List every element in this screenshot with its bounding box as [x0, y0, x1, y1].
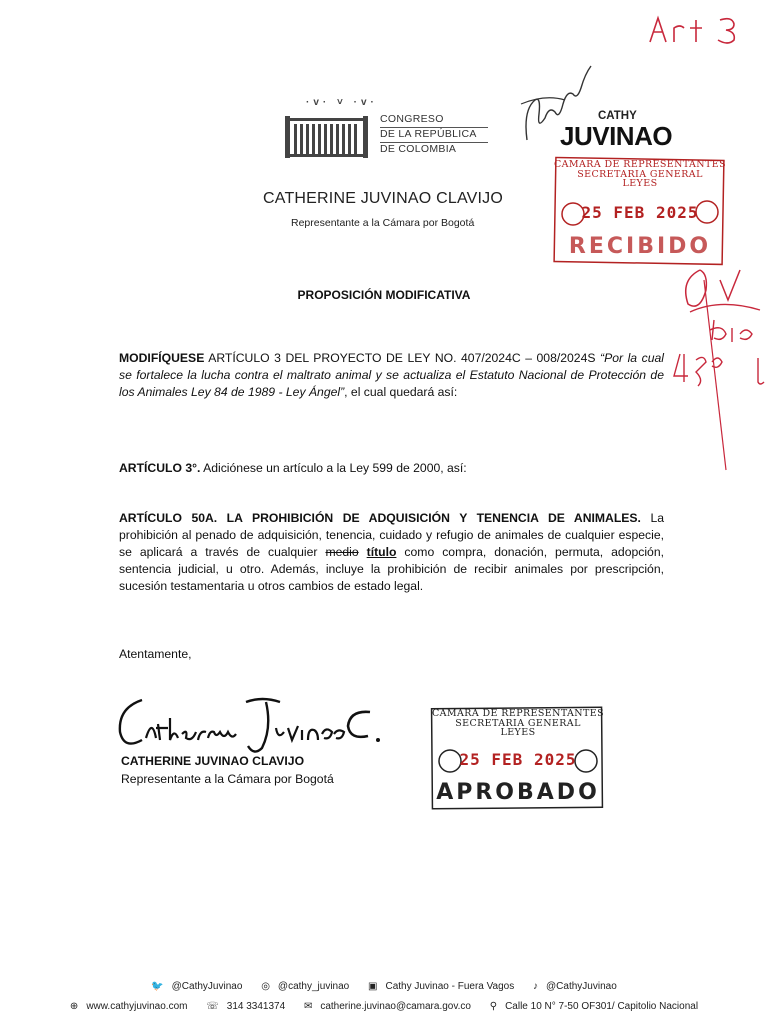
stamp-line-1: CAMARA DE REPRESENTANTES	[553, 159, 726, 170]
footer-instagram[interactable]	[257, 981, 353, 992]
art50-text-1: La prohibición al penado de adquisición, tenencia, cuidado y refugio de animales de cualquier especie, se aplicará a través de cualquier	[119, 511, 665, 559]
location-icon: ⚲	[489, 1001, 498, 1012]
stamp-line-2: SECRETARIA GENERAL	[577, 169, 703, 180]
logo-line-2: DE LA REPÚBLICA	[380, 128, 488, 143]
signature-image	[112, 688, 387, 760]
facebook-handle: Cathy Juvinao - Fuera Vagos	[385, 981, 515, 992]
art50-text-2: como compra, donación, permuta, adopción, sentencia judicial, u otro. Además, incluye la prohibición de recibir animales por prescripción, sucesión testamentaria u otros cambios de estado legal.	[119, 545, 664, 593]
intro-italic: “Por la cual se fortalece la lucha contra el maltrato animal y se actualiza el Estatuto Nacional de Protección de los Animales Ley 84 de 1989 - Ley Ángel”	[119, 351, 664, 399]
intro-text: ARTÍCULO 3 DEL PROYECTO DE LEY NO. 407/2024C – 008/2024S	[204, 351, 601, 365]
stamp-line-2: SECRETARIA GENERAL	[455, 718, 581, 729]
brand-large: JUVINAO	[560, 121, 673, 151]
website-text: www.cathyjuvinao.com	[86, 1001, 188, 1012]
tiktok-icon: ♪	[533, 981, 539, 992]
closing-text: Atentamente,	[119, 647, 192, 661]
article-label: ARTÍCULO 3°.	[119, 461, 201, 475]
intro-tail: , el cual quedará así:	[344, 385, 458, 399]
footer-phone[interactable]	[202, 1001, 289, 1012]
art50-title: ARTÍCULO 50A. LA PROHIBICIÓN DE ADQUISICIÓN Y TENENCIA DE ANIMALES.	[119, 511, 641, 525]
document-heading: PROPOSICIÓN MODIFICATIVA	[297, 288, 471, 302]
stamp-word: RECIBIDO	[568, 234, 712, 259]
article-text: Adiciónese un artículo a la Ley 599 de 2000, así:	[200, 461, 467, 475]
brand-small: CATHY	[598, 110, 637, 122]
instagram-handle: @cathy_juvinao	[277, 981, 350, 992]
footer-email[interactable]	[300, 1001, 475, 1012]
representative-title: Representante a la Cámara por Bogotá	[291, 217, 475, 229]
tiktok-handle: @CathyJuvinao	[546, 981, 617, 992]
art50-struck-word: medio	[325, 545, 359, 559]
logo-line-3: DE COLOMBIA	[380, 143, 457, 155]
signer-title: Representante a la Cámara por Bogotá	[121, 772, 334, 786]
email-text: catherine.juvinao@camara.gov.co	[320, 1001, 471, 1012]
stamp-date: 25 FEB 2025	[459, 750, 577, 769]
congress-logo-icon	[285, 112, 373, 162]
facebook-icon: ▣	[368, 981, 378, 992]
stamp-line-1: CAMARA DE REPRESENTANTES	[431, 708, 604, 719]
article-3-paragraph	[119, 460, 664, 477]
article-50a-paragraph	[119, 510, 664, 595]
footer-contact	[0, 1001, 768, 1012]
email-icon: ✉	[303, 1001, 313, 1012]
footer-website[interactable]	[66, 1001, 192, 1012]
handwritten-art-note	[640, 8, 750, 48]
signer-name: CATHERINE JUVINAO CLAVIJO	[121, 754, 305, 768]
instagram-icon: ◎	[261, 981, 270, 992]
approved-stamp	[430, 705, 606, 811]
footer-social	[0, 981, 768, 992]
art50-underlined-word: título	[366, 545, 397, 559]
phone-text: 314 3341374	[226, 1001, 286, 1012]
twitter-handle: @CathyJuvinao	[171, 981, 243, 992]
logo-line-1: CONGRESO	[380, 113, 488, 128]
logo-stars: ·v· ˅ ·v·	[306, 97, 378, 108]
margin-handwriting	[660, 250, 768, 480]
stamp-line-3: LEYES	[622, 178, 658, 189]
congress-logo-text	[380, 113, 488, 157]
footer-twitter[interactable]	[147, 981, 246, 992]
footer-facebook[interactable]	[364, 981, 518, 992]
address-text: Calle 10 N° 7-50 OF301/ Capitolio Nacional	[505, 1001, 699, 1012]
twitter-icon: 🐦	[151, 981, 164, 992]
footer-tiktok[interactable]	[529, 981, 621, 992]
intro-paragraph	[119, 350, 664, 401]
stamp-line-3: LEYES	[500, 727, 536, 738]
stamp-word: APROBADO	[436, 780, 600, 805]
phone-icon: ☏	[206, 1001, 219, 1012]
footer-address	[486, 1001, 702, 1012]
globe-icon: ⊕	[69, 1001, 79, 1012]
representative-name: CATHERINE JUVINAO CLAVIJO	[263, 190, 503, 207]
stamp-date: 25 FEB 2025	[581, 203, 699, 222]
intro-bold: MODIFÍQUESE	[119, 351, 205, 365]
